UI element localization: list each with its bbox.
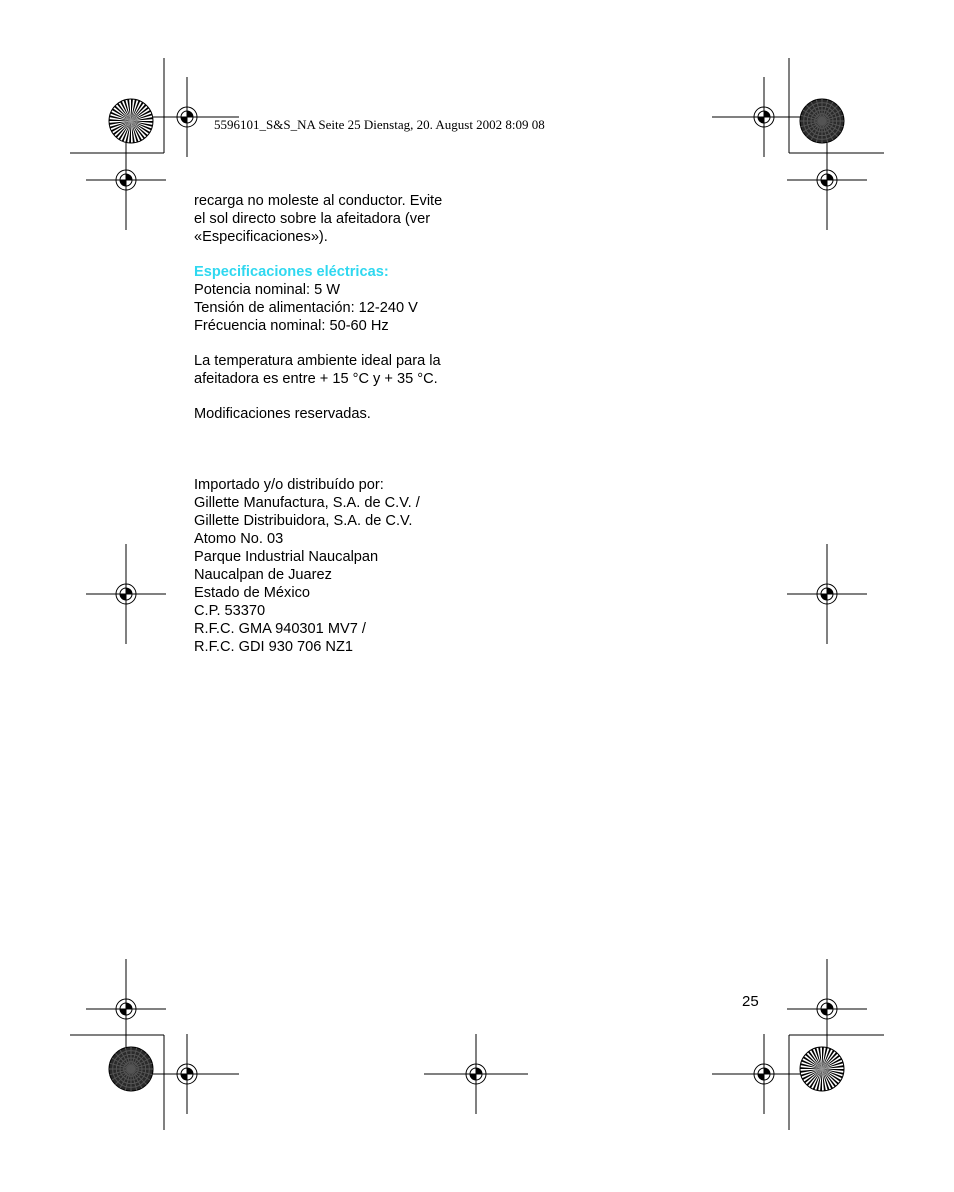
registration-mark-icon [787,130,867,230]
importer-line: Gillette Distribuidora, S.A. de C.V. [194,513,413,529]
importer-line: Estado de México [194,585,311,601]
registration-mark-icon [787,544,867,644]
electrical-spec-line: Potencia nominal: 5 W [194,282,341,298]
importer-line: R.F.C. GDI 930 706 NZ1 [194,639,353,655]
intro-line: recarga no moleste al conductor. Evite [194,193,443,209]
registration-mark-icon [787,959,867,1059]
gray-patch-icon [109,1047,153,1091]
registration-mark-icon [86,544,166,644]
temperature-line: afeitadora es entre + 15 °C y + 35 °C. [194,371,438,387]
importer-line: R.F.C. GMA 940301 MV7 / [194,621,366,637]
printer-slug-line: 5596101_S&S_NA Seite 25 Dienstag, 20. August 2002 8:09 08 [214,117,545,132]
temperature-line: La temperatura ambiente ideal para la [194,353,441,369]
electrical-spec-line: Tensión de alimentación: 12-240 V [194,300,418,316]
modifications-note: Modificaciones reservadas. [194,406,371,422]
importer-line: Atomo No. 03 [194,531,284,547]
registration-mark-icon [86,959,166,1059]
page-body [194,192,474,656]
importer-line: Gillette Manufactura, S.A. de C.V. / [194,495,420,511]
importer-line: Parque Industrial Naucalpan [194,549,379,565]
importer-line: Importado y/o distribuído por: [194,477,384,493]
importer-line: C.P. 53370 [194,603,266,619]
color-bar-star-icon [109,99,153,143]
importer-line: Naucalpan de Juarez [194,567,332,583]
page-number: 25 [742,993,759,1010]
registration-mark-icon [86,130,166,230]
electrical-spec-heading: Especificaciones eléctricas: [194,264,389,280]
color-bar-star-icon [800,1047,844,1091]
gray-patch-icon [800,99,844,143]
electrical-spec-line: Frécuencia nominal: 50-60 Hz [194,318,389,334]
intro-line: el sol directo sobre la afeitadora (ver [194,211,431,227]
intro-line: «Especificaciones»). [194,229,328,245]
registration-mark-icon [424,1034,528,1114]
